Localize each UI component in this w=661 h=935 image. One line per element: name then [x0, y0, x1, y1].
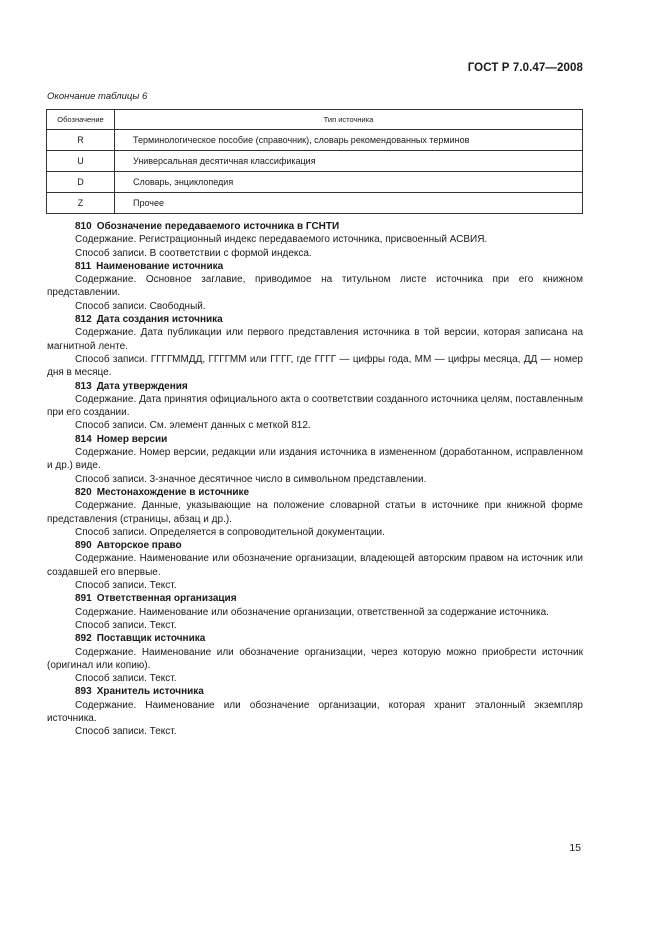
cell-code: R — [47, 130, 115, 151]
section-number: 814 — [75, 433, 92, 445]
section-title: Дата утверждения — [96, 380, 188, 392]
section-title: Хранитель источника — [96, 686, 204, 698]
cell-code: Z — [47, 193, 115, 214]
section-method: Способ записи. Текст. — [75, 619, 177, 631]
section-number: 810 — [75, 221, 92, 232]
column-header-code: Обозначение — [47, 110, 115, 130]
section-number: 813 — [75, 380, 92, 392]
section-heading — [47, 486, 583, 499]
section-title: Ответственная организация — [96, 593, 237, 605]
source-type-table — [46, 109, 583, 214]
table-row — [47, 193, 583, 214]
section-content: Содержание. Дата принятия официального акта о соответствии созданного источника целям, поставленным при его создании. — [47, 393, 583, 419]
section-number: 893 — [75, 686, 92, 698]
section-content: Содержание. Регистрационный индекс передаваемого источника, присвоенный АСВИЯ. — [75, 234, 488, 246]
section-heading — [47, 685, 583, 698]
section-content: Содержание. Наименование или обозначение организации, владеющей авторским правом на источник или создавшей его впервые. — [47, 553, 583, 578]
column-header-type: Тип источника — [115, 110, 583, 130]
section-title: Авторское право — [96, 540, 182, 552]
section-method: Способ записи. Свободный. — [75, 300, 206, 312]
section-title: Поставщик источника — [96, 633, 206, 645]
table-row — [47, 172, 583, 193]
section-heading — [47, 539, 583, 552]
section-content: Содержание. Номер версии, редакции или издания источника в измененном (доработанном, исправленном и др.) виде. — [47, 447, 583, 472]
section-title: Номер версии — [96, 433, 168, 445]
section-content: Содержание. Основное заглавие, приводимое на титульном листе источника при его книжном представлении. — [47, 274, 583, 299]
section-title: Наименование источника — [96, 260, 224, 272]
section-heading — [47, 260, 583, 273]
cell-type: Словарь, энциклопедия — [115, 172, 583, 193]
page-number: 15 — [569, 842, 581, 854]
section-heading — [47, 592, 583, 605]
standard-header: ГОСТ Р 7.0.47—2008 — [467, 62, 583, 74]
section-method: Способ записи. ГГГГММДД, ГГГГММ или ГГГГ, где ГГГГ — цифры года, ММ — цифры месяца, ДД — номер дня в месяце. — [47, 353, 583, 379]
section-content: Содержание. Дата публикации или первого представления источника в той версии, которая записана на магнитной ленте. — [47, 327, 583, 352]
section-method: Способ записи. См. элемент данных с меткой 812. — [75, 420, 311, 432]
section-title: Обозначение передаваемого источника в ГСНТИ — [96, 221, 340, 232]
section-title: Местонахождение в источнике — [96, 486, 250, 498]
section-content: Содержание. Наименование или обозначение организации, ответственной за содержание источника. — [75, 606, 549, 618]
table-row — [47, 130, 583, 151]
section-content: Содержание. Наименование или обозначение организации, через которую можно приобрести источник (оригинал или копию). — [47, 646, 583, 671]
section-number: 812 — [75, 314, 92, 326]
cell-code: U — [47, 151, 115, 172]
section-method: Способ записи. Определяется в сопроводительной документации. — [75, 526, 385, 538]
section-number: 820 — [75, 486, 92, 498]
cell-type: Прочее — [115, 193, 583, 214]
section-method: Способ записи. 3-значное десятичное число в символьном представлении. — [75, 473, 427, 485]
section-title: Дата создания источника — [96, 314, 223, 326]
section-number: 811 — [75, 260, 92, 272]
section-method: Способ записи. Текст. — [75, 580, 177, 592]
section-number: 892 — [75, 633, 92, 645]
section-heading — [47, 380, 583, 393]
section-number: 891 — [75, 593, 92, 605]
table-caption: Окончание таблицы 6 — [47, 91, 148, 102]
section-heading — [47, 220, 583, 233]
section-method: Способ записи. В соответствии с формой индекса. — [75, 247, 312, 259]
section-method: Способ записи. Текст. — [75, 673, 177, 685]
section-heading — [47, 632, 583, 645]
cell-type: Универсальная десятичная классификация — [115, 151, 583, 172]
section-content: Содержание. Данные, указывающие на положение словарной статьи в источнике при книжной форме представления (страницы, абзац и др.). — [47, 500, 583, 525]
section-content: Содержание. Наименование или обозначение организации, которая хранит эталонный экземпляр источника. — [47, 699, 583, 724]
element-descriptions — [47, 220, 583, 739]
section-method: Способ записи. Текст. — [75, 726, 177, 738]
section-heading — [47, 313, 583, 326]
table-row — [47, 151, 583, 172]
section-number: 890 — [75, 540, 92, 552]
section-heading — [47, 433, 583, 446]
cell-type: Терминологическое пособие (справочник), словарь рекомендованных терминов — [115, 130, 583, 151]
cell-code: D — [47, 172, 115, 193]
table-header-row — [47, 110, 583, 130]
